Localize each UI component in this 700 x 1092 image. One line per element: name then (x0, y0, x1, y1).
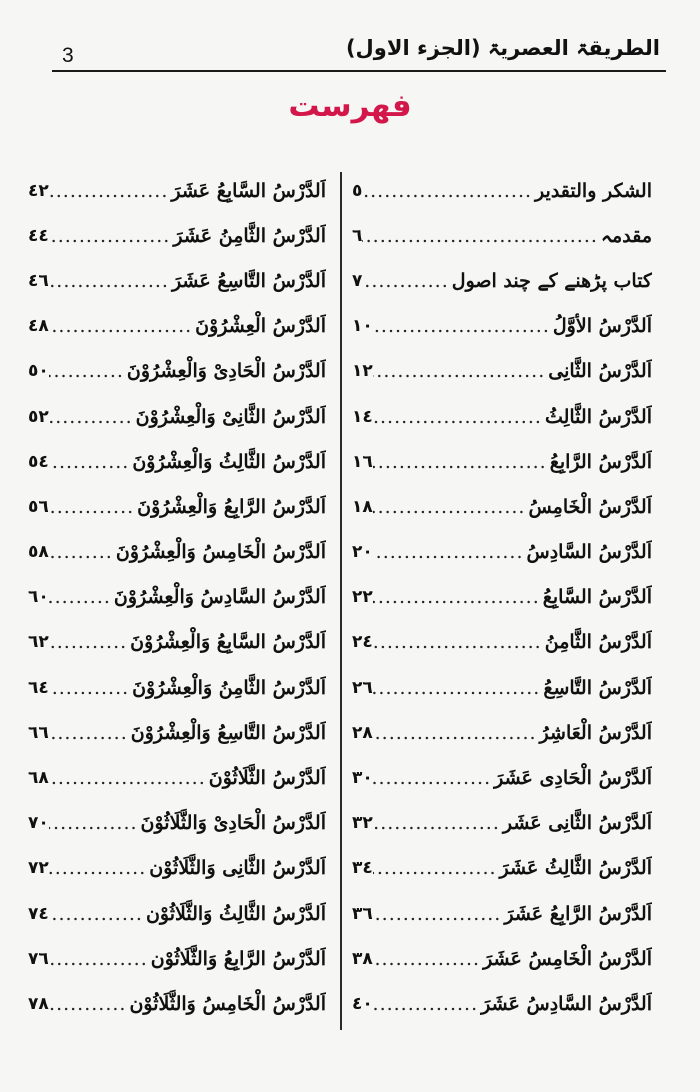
toc-entry-page: ٤٢ (28, 180, 49, 201)
toc-entry-title: اَلدَّرْسُ الثَّامِنُ وَالْعِشْرُوْنَ (132, 676, 326, 699)
toc-entry-title: اَلدَّرْسُ السَّادِسُ (526, 541, 652, 564)
toc-entry (352, 168, 652, 213)
toc-entry (352, 575, 652, 620)
leader-dots (49, 993, 130, 1015)
toc-entry-page: ٣٨ (352, 948, 373, 969)
leader-dots (373, 812, 503, 834)
leader-dots (49, 586, 114, 608)
toc-entry-title: اَلدَّرْسُ الأوَّلُ (552, 315, 652, 338)
toc-entry-page: ٥ (352, 180, 363, 201)
toc-entry-page: ٤٦ (28, 270, 49, 291)
toc-entry (352, 710, 652, 755)
toc-entry-page: ٧٠ (28, 813, 49, 834)
toc-entry-title: اَلدَّرْسُ الثَّالِثُ (544, 405, 652, 428)
leader-dots (49, 315, 195, 337)
toc-entry-title: اَلدَّرْسُ الرَّابِعُ وَالثَّلَاثُوْن (150, 947, 326, 970)
toc-entry-page: ٧٨ (28, 993, 49, 1014)
toc-entry-page: ٢٠ (352, 542, 373, 563)
toc-entry-title: اَلدَّرْسُ الْعَاشِرُ (539, 721, 652, 744)
toc-entry-title: اَلدَّرْسُ التَّاسِعُ عَشَرَ (171, 269, 326, 292)
toc-entry-page: ٦ (352, 225, 363, 246)
toc-entry-title: اَلدَّرْسُ الرَّابِعُ (549, 450, 652, 473)
toc-entry (28, 168, 326, 213)
leader-dots (49, 360, 127, 382)
toc-entry (28, 936, 326, 981)
toc-entry (28, 981, 326, 1026)
toc-entry (352, 891, 652, 936)
toc-entry-page: ٦٢ (28, 632, 49, 653)
toc-entry-page: ٥٦ (28, 496, 49, 517)
leader-dots (49, 541, 116, 563)
toc-entry-title: اَلدَّرْسُ الثَّالِثُ وَالثَّلَاثُوْن (145, 902, 326, 925)
leader-dots (373, 948, 483, 970)
toc-entry-title: اَلدَّرْسُ التَّاسِعُ (543, 676, 652, 699)
toc-entry (28, 484, 326, 529)
toc-entry (352, 755, 652, 800)
toc-entry-title: اَلدَّرْسُ السَّادِسُ عَشَرَ (481, 992, 652, 1015)
leader-dots (49, 677, 132, 699)
leader-dots (49, 406, 136, 428)
toc-entry-title: کتاب پڑھنے کے چند اصول (451, 269, 652, 292)
toc-entry-page: ٣٢ (352, 813, 373, 834)
toc-entry-page: ٥٠ (28, 361, 49, 382)
leader-dots (362, 270, 451, 292)
toc-entry-page: ٧ (352, 270, 363, 291)
toc-entry (28, 213, 326, 258)
leader-dots (373, 586, 543, 608)
toc-entry (352, 936, 652, 981)
toc-entry-page: ٦٠ (28, 587, 49, 608)
toc-entry-title: اَلدَّرْسُ السَّابِعُ (542, 586, 652, 609)
toc-entry (28, 530, 326, 575)
column-divider (340, 172, 342, 1030)
toc-entry (28, 439, 326, 484)
toc-entry-page: ٥٤ (28, 451, 49, 472)
leader-dots (373, 496, 529, 518)
toc-entry-title: اَلدَّرْسُ الْحَادِیْ وَالْعِشْرُوْنَ (126, 360, 326, 383)
toc-entry (28, 620, 326, 665)
toc-entry (352, 530, 652, 575)
toc-entry-page: ٤٠ (352, 993, 373, 1014)
toc-entry-title: اَلدَّرْسُ الثَّامِنُ (544, 631, 652, 654)
leader-dots (362, 225, 601, 247)
leader-dots (373, 767, 494, 789)
leader-dots (373, 360, 548, 382)
toc-entry-title: اَلدَّرْسُ الْخَامِسُ (528, 495, 652, 518)
toc-entry (352, 258, 652, 303)
toc-entry-page: ٧٦ (28, 948, 49, 969)
toc-entry-title: اَلدَّرْسُ الرَّابِعُ عَشَرَ (504, 902, 652, 925)
leader-dots (373, 857, 500, 879)
toc-entry-title: اَلدَّرْسُ الْعِشْرُوْنَ (195, 315, 326, 338)
toc-entry-title: اَلدَّرْسُ الرَّابِعُ وَالْعِشْرُوْنَ (137, 495, 326, 518)
toc-entry (352, 801, 652, 846)
page-number: 3 (62, 44, 74, 67)
leader-dots (49, 631, 130, 653)
toc-entry-title: الشکر والتقدیر (535, 179, 652, 202)
toc-entry (352, 213, 652, 258)
toc-entry-title: اَلدَّرْسُ الثَّانِیْ وَالْعِشْرُوْنَ (135, 405, 326, 428)
toc-entry (28, 665, 326, 710)
toc-entry-page: ٤٨ (28, 316, 49, 337)
toc-entry-title: اَلدَّرْسُ الْخَامِسُ وَالْعِشْرُوْنَ (115, 541, 326, 564)
toc-left-column (28, 168, 326, 1027)
toc-entry-page: ٦٦ (28, 722, 49, 743)
leader-dots (373, 903, 505, 925)
toc-entry-page: ٥٢ (28, 406, 49, 427)
toc-entry-title: اَلدَّرْسُ الثَّالِثُ وَالْعِشْرُوْنَ (132, 450, 326, 473)
toc-entry-page: ٧٢ (28, 858, 49, 879)
header-rule (52, 70, 666, 72)
toc-entry-page: ١٦ (352, 451, 373, 472)
leader-dots (49, 857, 150, 879)
leader-dots (49, 180, 172, 202)
leader-dots (49, 903, 146, 925)
toc-entry-page: ١٠ (352, 316, 373, 337)
toc-right-column (352, 168, 652, 1027)
toc-entry-page: ١٤ (352, 406, 373, 427)
toc-entry (28, 394, 326, 439)
toc-entry (352, 981, 652, 1026)
toc-entry (28, 755, 326, 800)
leader-dots (49, 496, 137, 518)
leader-dots (373, 315, 553, 337)
running-title: الطریقۃ العصریۃ (الجزء الاول) (345, 36, 660, 60)
leader-dots (373, 631, 545, 653)
toc-entry (352, 304, 652, 349)
toc-entry-page: ٢٨ (352, 722, 373, 743)
leader-dots (49, 948, 151, 970)
toc-entry (28, 801, 326, 846)
toc-entry (352, 349, 652, 394)
toc-entry (28, 891, 326, 936)
leader-dots (373, 451, 550, 473)
toc-entry-title: اَلدَّرْسُ السَّابِعُ عَشَرَ (171, 179, 326, 202)
toc-entry-page: ٦٤ (28, 677, 49, 698)
toc-entry-page: ٢٢ (352, 587, 373, 608)
leader-dots (373, 677, 544, 699)
toc-entry-page: ٧٤ (28, 903, 49, 924)
toc-entry-page: ٣٠ (352, 768, 373, 789)
toc-entry (352, 665, 652, 710)
toc-entry (352, 439, 652, 484)
leader-dots (49, 812, 141, 834)
toc-entry-title: اَلدَّرْسُ الْحَادِی عَشَرَ (494, 767, 652, 790)
leader-dots (49, 451, 133, 473)
toc-entry-page: ١٢ (352, 361, 373, 382)
toc-entry-page: ٣٦ (352, 903, 373, 924)
toc-entry-page: ٤٤ (28, 225, 49, 246)
toc-entry-page: ٥٨ (28, 542, 49, 563)
toc-entry-title: اَلدَّرْسُ السَّادِسُ وَالْعِشْرُوْنَ (113, 586, 326, 609)
leader-dots (373, 541, 527, 563)
toc-entry-title: اَلدَّرْسُ الثَّانِی عَشَر (502, 812, 652, 835)
toc-entry-page: ٦٨ (28, 768, 49, 789)
leader-dots (373, 722, 540, 744)
toc-entry-page: ٣٤ (352, 858, 373, 879)
toc-entry (352, 620, 652, 665)
toc-entry (352, 846, 652, 891)
toc-entry-title: اَلدَّرْسُ الثَّامِنُ عَشَرَ (173, 224, 326, 247)
toc-entry-title: مقدمہ (600, 224, 652, 247)
toc-entry-title: اَلدَّرْسُ الثَّانِی (548, 360, 652, 383)
leader-dots (49, 270, 172, 292)
toc-entry (28, 258, 326, 303)
toc-entry-title: اَلدَّرْسُ الثَّانِی وَالثَّلَاثُوْن (149, 857, 326, 880)
toc-entry (28, 575, 326, 620)
toc-entry (352, 484, 652, 529)
toc-entry-page: ١٨ (352, 496, 373, 517)
toc-entry-title: اَلدَّرْسُ الْخَامِسُ عَشَرَ (483, 947, 652, 970)
toc-entry-title: اَلدَّرْسُ التَّاسِعُ وَالْعِشْرُوْنَ (130, 721, 326, 744)
toc-entry (28, 846, 326, 891)
toc-entry (28, 710, 326, 755)
leader-dots (373, 993, 481, 1015)
leader-dots (362, 180, 535, 202)
leader-dots (373, 406, 545, 428)
toc-entry-title: اَلدَّرْسُ الثَّالِثُ عَشَرَ (499, 857, 652, 880)
toc-entry (28, 304, 326, 349)
toc-entry-title: اَلدَّرْسُ الْخَامِسُ وَالثَّلَاثُوْن (129, 992, 326, 1015)
toc-entry (28, 349, 326, 394)
toc-title: فهرست (288, 88, 412, 124)
toc-entry-title: اَلدَّرْسُ السَّابِعُ وَالْعِشْرُوْنَ (130, 631, 326, 654)
toc-entry-title: اَلدَّرْسُ الثَّلَاثُوْنَ (208, 767, 326, 790)
toc-entry-title: اَلدَّرْسُ الْحَادِیْ وَالثَّلَاثُوْنَ (140, 812, 326, 835)
toc-entry-page: ٢٦ (352, 677, 373, 698)
toc-entry-page: ٢٤ (352, 632, 373, 653)
leader-dots (49, 722, 131, 744)
leader-dots (49, 767, 209, 789)
toc-entry (352, 394, 652, 439)
leader-dots (49, 225, 174, 247)
